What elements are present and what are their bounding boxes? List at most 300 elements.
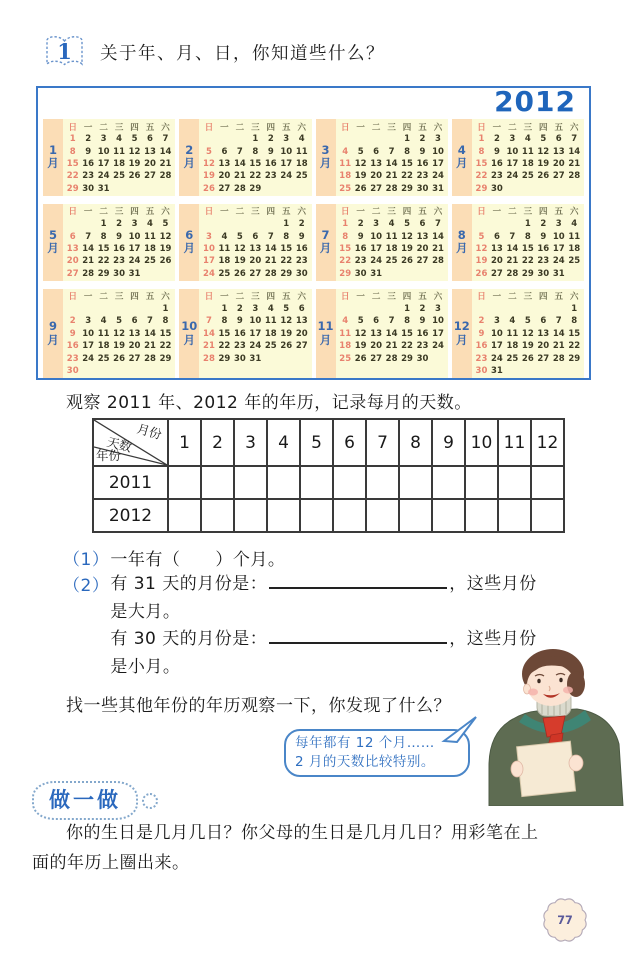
page-number: 77 bbox=[557, 914, 573, 927]
day-cell: 27 bbox=[491, 268, 503, 279]
day-cell: 20 bbox=[128, 341, 141, 352]
day-cell: 7 bbox=[147, 316, 153, 327]
day-cell: 18 bbox=[218, 256, 231, 267]
day-cell: 6 bbox=[147, 134, 153, 145]
weekday-header: 四 bbox=[539, 207, 548, 218]
weekday-header: 六 bbox=[569, 122, 579, 133]
day-cell: 7 bbox=[236, 146, 243, 157]
day-cell: 25 bbox=[385, 256, 398, 267]
day-cell bbox=[80, 303, 95, 315]
do-it-badge bbox=[32, 781, 158, 820]
day-cell: 16 bbox=[416, 328, 429, 339]
day-cell: 17 bbox=[203, 256, 215, 267]
day-count-cell bbox=[267, 499, 300, 532]
day-cell: 13 bbox=[218, 158, 231, 169]
weekday-header: 日 bbox=[68, 207, 77, 218]
birthday-exercise bbox=[32, 818, 596, 878]
day-cell: 22 bbox=[339, 256, 352, 267]
day-cell: 8 bbox=[252, 146, 259, 157]
day-cell bbox=[217, 133, 232, 145]
day-cell: 31 bbox=[491, 366, 503, 377]
weekday-header: 日 bbox=[477, 207, 486, 218]
weekday-header: 一 bbox=[492, 207, 502, 218]
month-column-header: 5 bbox=[300, 419, 333, 466]
day-cell: 13 bbox=[66, 243, 79, 254]
month-panel bbox=[472, 204, 584, 281]
day-count-cell bbox=[201, 499, 234, 532]
day-cell: 11 bbox=[385, 231, 398, 242]
day-cell: 8 bbox=[69, 146, 76, 157]
day-cell: 23 bbox=[113, 256, 125, 267]
day-cell: 7 bbox=[388, 316, 395, 327]
day-cell: 30 bbox=[475, 366, 488, 377]
day-cell: 25 bbox=[218, 268, 231, 279]
day-cell: 7 bbox=[206, 316, 212, 327]
day-count-cell bbox=[300, 499, 333, 532]
day-cell: 6 bbox=[221, 146, 228, 157]
month-panel bbox=[336, 204, 448, 281]
day-cell bbox=[142, 303, 157, 315]
day-cell: 12 bbox=[159, 231, 172, 242]
day-cell: 9 bbox=[357, 231, 364, 242]
day-cell: 12 bbox=[521, 328, 534, 339]
day-cell bbox=[232, 133, 247, 145]
day-cell: 26 bbox=[128, 171, 141, 182]
day-cell: 6 bbox=[555, 134, 562, 145]
day-cell: 17 bbox=[97, 158, 110, 169]
day-cell: 10 bbox=[432, 146, 444, 157]
day-cell: 21 bbox=[264, 256, 277, 267]
day-cell: 31 bbox=[370, 268, 383, 279]
corner-label-year: 年份 bbox=[96, 448, 122, 463]
day-cell: 2 bbox=[116, 219, 123, 230]
day-cell bbox=[127, 183, 142, 195]
day-cell: 21 bbox=[144, 341, 156, 352]
weekday-header: 三 bbox=[387, 292, 396, 303]
day-cell: 30 bbox=[537, 268, 550, 279]
day-cell: 12 bbox=[113, 328, 125, 339]
day-cell bbox=[158, 365, 174, 377]
day-count-cell bbox=[168, 499, 201, 532]
day-cell: 29 bbox=[97, 268, 110, 279]
day-cell: 21 bbox=[568, 158, 581, 169]
day-cell: 4 bbox=[221, 231, 228, 242]
day-cell: 15 bbox=[401, 158, 413, 169]
day-cell bbox=[566, 268, 582, 280]
day-cell: 15 bbox=[475, 158, 488, 169]
weekday-header: 六 bbox=[433, 292, 443, 303]
weekday-header: 一 bbox=[492, 292, 502, 303]
day-cell: 30 bbox=[233, 353, 246, 364]
day-cell: 22 bbox=[66, 171, 79, 182]
right-hand bbox=[569, 755, 583, 771]
day-cell: 25 bbox=[521, 171, 534, 182]
day-cell: 28 bbox=[506, 268, 519, 279]
month-label: 7 月 bbox=[316, 204, 336, 281]
weekday-header: 一 bbox=[220, 122, 229, 133]
day-cell bbox=[536, 183, 551, 195]
weekday-header: 四 bbox=[266, 292, 276, 303]
day-cell: 6 bbox=[69, 231, 76, 242]
day-cell: 20 bbox=[416, 243, 429, 254]
day-cell bbox=[551, 303, 566, 315]
month-panel bbox=[199, 119, 311, 196]
day-cell: 4 bbox=[509, 316, 516, 327]
day-cell: 8 bbox=[162, 316, 169, 327]
day-cell bbox=[520, 365, 535, 377]
day-count-cell bbox=[201, 466, 234, 499]
day-cell: 11 bbox=[113, 146, 125, 157]
day-cell: 24 bbox=[506, 171, 519, 182]
day-cell: 13 bbox=[370, 328, 383, 339]
month-column-header: 12 bbox=[531, 419, 564, 466]
day-cell: 27 bbox=[144, 171, 156, 182]
weekday-header: 四 bbox=[539, 122, 548, 133]
day-cell: 25 bbox=[97, 353, 110, 364]
day-cell: 2 bbox=[357, 219, 364, 230]
day-cell: 1 bbox=[404, 134, 410, 145]
day-cell bbox=[384, 268, 399, 280]
day-cell bbox=[80, 365, 95, 377]
day-cell: 31 bbox=[432, 183, 444, 194]
right-cheek bbox=[563, 687, 573, 694]
day-count-cell bbox=[267, 466, 300, 499]
day-cell: 19 bbox=[521, 341, 534, 352]
question-2 bbox=[63, 571, 537, 681]
day-cell: 15 bbox=[521, 243, 534, 254]
day-cell: 20 bbox=[218, 171, 231, 182]
weekday-header: 四 bbox=[539, 292, 548, 303]
day-cell bbox=[142, 268, 157, 280]
day-cell bbox=[263, 218, 278, 230]
question-1-number: （1） bbox=[63, 550, 110, 570]
question-2-line4: 是小月。 bbox=[110, 656, 181, 677]
day-cell bbox=[551, 183, 566, 195]
weekday-header: 五 bbox=[281, 292, 291, 303]
day-cell: 23 bbox=[416, 171, 429, 182]
day-cell: 31 bbox=[249, 353, 262, 364]
weekday-header: 四 bbox=[402, 292, 412, 303]
day-cell: 2 bbox=[540, 219, 547, 230]
corner-label-days: 天数 bbox=[105, 434, 134, 455]
day-cell: 14 bbox=[264, 243, 277, 254]
day-cell: 30 bbox=[416, 353, 429, 364]
day-cell: 1 bbox=[283, 219, 290, 230]
day-cell bbox=[505, 218, 520, 230]
weekday-header: 三 bbox=[387, 122, 396, 133]
day-cell bbox=[232, 218, 247, 230]
day-cell: 15 bbox=[568, 328, 581, 339]
day-cell bbox=[217, 218, 232, 230]
day-cell: 22 bbox=[159, 341, 172, 352]
day-cell: 22 bbox=[401, 171, 413, 182]
day-cell: 7 bbox=[267, 231, 274, 242]
day-cell bbox=[111, 303, 126, 315]
day-cell: 18 bbox=[113, 158, 125, 169]
question-2-body bbox=[110, 571, 536, 681]
day-cell: 10 bbox=[491, 328, 503, 339]
day-count-cell bbox=[432, 466, 465, 499]
day-cell: 27 bbox=[370, 183, 383, 194]
day-cell: 14 bbox=[506, 243, 519, 254]
table-row bbox=[93, 499, 564, 532]
day-cell: 3 bbox=[435, 134, 441, 145]
day-cell: 13 bbox=[249, 243, 262, 254]
day-cell: 26 bbox=[159, 256, 172, 267]
day-cell: 28 bbox=[432, 256, 444, 267]
day-cell: 10 bbox=[249, 316, 262, 327]
weekday-header: 五 bbox=[145, 292, 155, 303]
day-cell: 2 bbox=[419, 304, 426, 315]
day-cell: 26 bbox=[537, 171, 550, 182]
day-cell: 14 bbox=[203, 328, 215, 339]
day-cell bbox=[294, 352, 310, 364]
day-cell: 3 bbox=[509, 134, 516, 145]
day-cell: 11 bbox=[339, 158, 352, 169]
weekday-header: 一 bbox=[492, 122, 502, 133]
day-cell: 14 bbox=[233, 158, 246, 169]
month-panel bbox=[63, 119, 175, 196]
weekday-header: 六 bbox=[433, 207, 443, 218]
day-cell: 13 bbox=[537, 328, 550, 339]
day-cell: 8 bbox=[524, 231, 531, 242]
day-cell: 10 bbox=[506, 146, 519, 157]
day-count-cell bbox=[366, 466, 399, 499]
day-cell: 17 bbox=[432, 328, 444, 339]
day-cell: 6 bbox=[419, 219, 426, 230]
weekday-header: 一 bbox=[356, 292, 365, 303]
day-cell: 27 bbox=[249, 268, 262, 279]
month-label: 11 月 bbox=[316, 289, 336, 378]
weekday-header: 一 bbox=[220, 207, 229, 218]
day-cell: 24 bbox=[370, 256, 383, 267]
month-panel bbox=[336, 289, 448, 378]
day-cell: 24 bbox=[249, 341, 262, 352]
question-2-number: （2） bbox=[63, 576, 110, 596]
day-cell: 12 bbox=[203, 158, 215, 169]
day-cell: 20 bbox=[370, 341, 383, 352]
day-cell: 15 bbox=[218, 328, 231, 339]
day-cell: 21 bbox=[203, 341, 215, 352]
day-cell: 16 bbox=[113, 243, 125, 254]
day-cell: 3 bbox=[373, 219, 380, 230]
day-cell: 5 bbox=[283, 304, 290, 315]
weekday-header: 五 bbox=[418, 292, 427, 303]
weekday-header: 三 bbox=[114, 122, 124, 133]
day-cell: 30 bbox=[82, 183, 95, 194]
day-cell: 22 bbox=[568, 341, 581, 352]
month-column-header: 3 bbox=[234, 419, 267, 466]
day-cell: 22 bbox=[280, 256, 293, 267]
month-column-header: 4 bbox=[267, 419, 300, 466]
month-panel bbox=[199, 289, 311, 378]
day-cell: 8 bbox=[571, 316, 578, 327]
day-cell: 18 bbox=[144, 243, 156, 254]
day-cell: 16 bbox=[475, 341, 488, 352]
weekday-header: 二 bbox=[99, 292, 108, 303]
day-cell: 21 bbox=[159, 158, 172, 169]
day-cell: 28 bbox=[159, 171, 172, 182]
year-row-label: 2012 bbox=[93, 499, 168, 532]
day-cell bbox=[505, 365, 520, 377]
month-10 bbox=[179, 289, 311, 378]
day-cell: 12 bbox=[401, 231, 413, 242]
day-cell: 11 bbox=[568, 231, 581, 242]
day-cell: 8 bbox=[342, 231, 349, 242]
day-cell: 1 bbox=[100, 219, 107, 230]
day-cell: 22 bbox=[475, 171, 488, 182]
weekday-header: 一 bbox=[356, 207, 365, 218]
weekday-header: 一 bbox=[356, 122, 365, 133]
day-cell bbox=[520, 183, 535, 195]
day-cell: 11 bbox=[521, 146, 534, 157]
month-label: 4 月 bbox=[452, 119, 472, 196]
day-cell: 17 bbox=[249, 328, 262, 339]
day-cell: 17 bbox=[491, 341, 503, 352]
day-cell: 23 bbox=[82, 171, 95, 182]
month-6 bbox=[179, 204, 311, 281]
day-cell: 17 bbox=[82, 341, 95, 352]
fill-in-blank-30 bbox=[269, 638, 447, 644]
day-cell: 5 bbox=[357, 146, 364, 157]
day-cell: 3 bbox=[252, 304, 259, 315]
day-cell: 10 bbox=[203, 243, 215, 254]
day-cell: 24 bbox=[432, 171, 444, 182]
day-cell: 25 bbox=[144, 256, 156, 267]
day-cell: 8 bbox=[283, 231, 290, 242]
day-cell: 18 bbox=[568, 243, 581, 254]
day-cell: 1 bbox=[571, 304, 578, 315]
day-cell bbox=[142, 183, 157, 195]
day-cell bbox=[399, 268, 414, 280]
day-cell: 7 bbox=[435, 219, 441, 230]
weekday-header: 六 bbox=[297, 122, 306, 133]
day-cell: 4 bbox=[342, 146, 349, 157]
day-cell bbox=[96, 365, 111, 377]
day-cell: 6 bbox=[493, 231, 500, 242]
q2-line1-suffix: ，这些月份 bbox=[449, 574, 537, 594]
day-cell: 13 bbox=[491, 243, 503, 254]
do-it-dot bbox=[142, 793, 158, 809]
day-cell: 12 bbox=[233, 243, 246, 254]
month-panel bbox=[336, 119, 448, 196]
month-9 bbox=[43, 289, 175, 378]
weekday-header: 日 bbox=[340, 122, 350, 133]
day-cell: 31 bbox=[97, 183, 110, 194]
q2-line3-suffix: ，这些月份 bbox=[449, 629, 537, 649]
corner-label-month: 月份 bbox=[135, 420, 164, 443]
weekday-header: 二 bbox=[235, 122, 245, 133]
weekday-header: 二 bbox=[235, 292, 245, 303]
record-table-body bbox=[93, 419, 564, 532]
record-table bbox=[92, 418, 565, 533]
day-cell: 9 bbox=[493, 146, 500, 157]
month-label: 1 月 bbox=[43, 119, 63, 196]
day-cell: 24 bbox=[491, 353, 503, 364]
day-cell: 7 bbox=[85, 231, 92, 242]
day-count-cell bbox=[333, 499, 366, 532]
day-cell: 24 bbox=[280, 171, 293, 182]
day-cell: 19 bbox=[203, 171, 215, 182]
weekday-header: 三 bbox=[114, 207, 124, 218]
day-cell: 1 bbox=[252, 134, 259, 145]
day-cell bbox=[474, 303, 489, 315]
day-cell bbox=[430, 352, 446, 364]
question-2-line2: 是大月。 bbox=[110, 601, 181, 622]
weekday-header: 二 bbox=[508, 292, 517, 303]
day-cell: 9 bbox=[540, 231, 547, 242]
q2-line1-prefix: 有 31 天的月份是： bbox=[110, 574, 268, 594]
weekday-header: 四 bbox=[130, 292, 139, 303]
day-cell bbox=[505, 183, 520, 195]
day-cell: 29 bbox=[401, 183, 413, 194]
day-cell: 7 bbox=[162, 134, 169, 145]
day-count-cell bbox=[399, 466, 432, 499]
day-cell: 6 bbox=[540, 316, 547, 327]
day-cell: 4 bbox=[100, 316, 107, 327]
day-cell: 15 bbox=[66, 158, 79, 169]
day-cell: 5 bbox=[357, 316, 364, 327]
weekday-header: 二 bbox=[508, 207, 517, 218]
day-cell bbox=[263, 352, 278, 364]
day-cell bbox=[142, 365, 157, 377]
day-cell: 8 bbox=[221, 316, 228, 327]
day-cell: 27 bbox=[295, 341, 308, 352]
day-cell bbox=[536, 303, 551, 315]
day-cell: 29 bbox=[159, 353, 172, 364]
day-cell: 2 bbox=[236, 304, 243, 315]
month-panel bbox=[199, 204, 311, 281]
weekday-header: 日 bbox=[477, 292, 486, 303]
question-1 bbox=[63, 545, 285, 570]
day-cell: 6 bbox=[131, 316, 138, 327]
day-cell: 3 bbox=[435, 304, 441, 315]
day-cell: 1 bbox=[342, 219, 349, 230]
day-cell: 9 bbox=[298, 231, 305, 242]
day-cell: 4 bbox=[388, 219, 395, 230]
day-cell: 28 bbox=[264, 268, 277, 279]
day-cell: 27 bbox=[218, 183, 231, 194]
page-number-badge bbox=[540, 896, 590, 944]
day-cell bbox=[338, 133, 353, 145]
day-cell: 18 bbox=[97, 341, 110, 352]
day-count-cell bbox=[465, 499, 498, 532]
calendar-2012 bbox=[36, 86, 591, 380]
weekday-header: 三 bbox=[523, 292, 533, 303]
day-cell: 17 bbox=[370, 243, 383, 254]
day-cell: 29 bbox=[66, 183, 79, 194]
day-cell: 11 bbox=[144, 231, 156, 242]
day-cell: 4 bbox=[267, 304, 274, 315]
day-cell: 9 bbox=[236, 316, 243, 327]
day-cell: 26 bbox=[354, 183, 367, 194]
day-cell: 10 bbox=[97, 146, 110, 157]
day-cell bbox=[279, 183, 294, 195]
day-cell: 9 bbox=[478, 328, 485, 339]
day-cell: 23 bbox=[475, 353, 488, 364]
day-cell: 16 bbox=[295, 243, 308, 254]
day-cell: 19 bbox=[537, 158, 550, 169]
weekday-header: 二 bbox=[99, 122, 108, 133]
right-eye bbox=[559, 678, 562, 683]
day-cell: 6 bbox=[252, 231, 259, 242]
day-cell: 14 bbox=[568, 146, 581, 157]
day-cell: 14 bbox=[144, 328, 156, 339]
day-cell: 3 bbox=[85, 316, 92, 327]
day-cell: 23 bbox=[537, 256, 550, 267]
month-column-header: 8 bbox=[399, 419, 432, 466]
weekday-header: 三 bbox=[251, 122, 260, 133]
